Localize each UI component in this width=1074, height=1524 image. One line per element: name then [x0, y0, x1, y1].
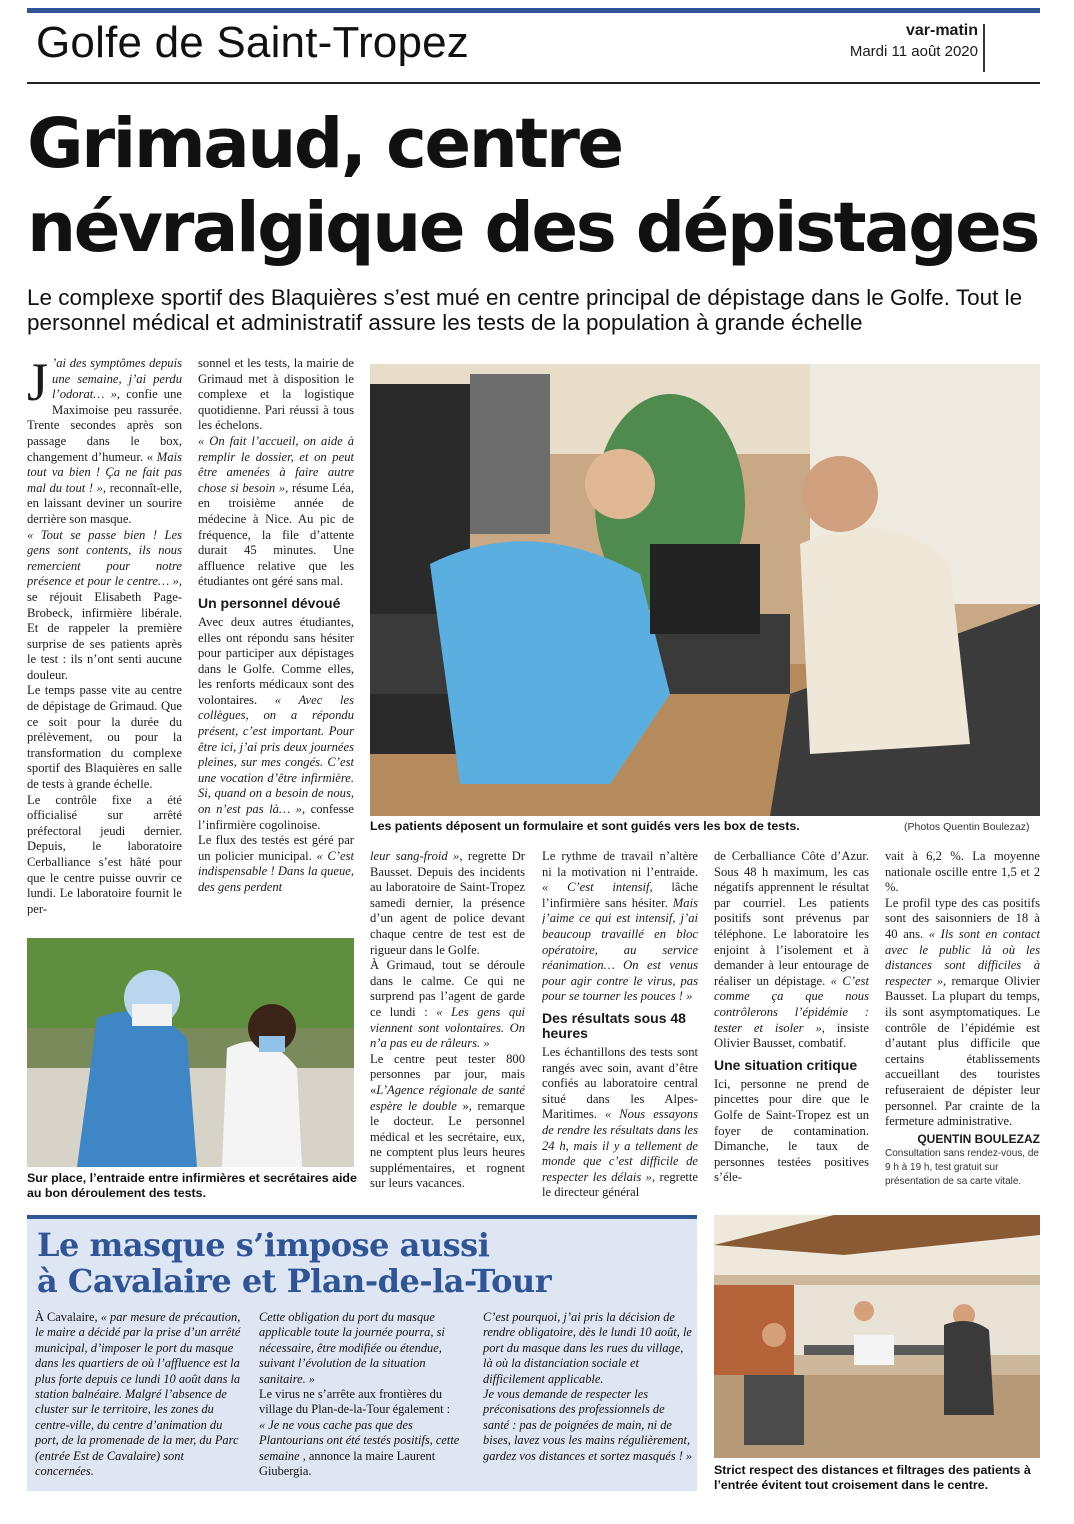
- headline: [27, 102, 1047, 270]
- headline-line-1: Grimaud, centre: [27, 104, 622, 184]
- article-column-6: [885, 849, 1040, 1209]
- publication-date: Mardi 11 août 2020: [849, 43, 978, 60]
- author-signature: QUENTIN BOULEZAZ: [917, 1131, 1040, 1146]
- paragraph: Je vous demande de respecter les préconisations des professionnels de santé : pas de poignées de main, ni de bises, lavez vous les mains régulièrement, gardez vos distances et sortez masqués ! »: [483, 1387, 693, 1463]
- subheading: Des résultats sous 48 heures: [542, 1009, 686, 1041]
- paragraph: Le contrôle fixe a été officialisé sur arrêté préfectoral jeudi dernier. Depuis, le laboratoire Cerballiance s’est hâté pour que le centre puisse ouvrir ce lundi. Le laboratoire fournit le per-: [27, 792, 182, 916]
- top-rule: [27, 8, 1040, 13]
- article-column-1: [27, 356, 182, 926]
- paragraph: J ’ai des symptômes depuis une semaine, j’ai perdu l’odorat… », confie une Maximoise peu rassurée. Trente secondes après son passage dans le box, changement d’humeur. « Mais tout va bien ! Ça ne fait pas mal du tout ! », reconnaît-elle, en laissant deviner un sourire derrière son masque.: [27, 356, 182, 526]
- main-photo: [370, 364, 1040, 816]
- paragraph: Avec deux autres étudiantes, elles ont répondu sans hésiter pour participer aux dépistages dans le Golfe. Comme elles, les renforts médicaux sont des volontaires. « Avec les collègues, on a répondu présent, c’est important. Pour être ici, j’ai pris deux journées pleines, sur mes congés. C’est une vocation d’être infirmière. Si, quand on a besoin de nous, on n’est pas là… », confesse l’infirmière cogolinoise.: [198, 614, 354, 832]
- article-column-3: [370, 849, 525, 1204]
- main-photo-caption: Les patients déposent un formulaire et sont guidés vers les box de tests.: [370, 819, 800, 833]
- paragraph: Ici, personne ne prend de pincettes pour dire que le Golfe de Saint-Tropez est un foyer de contamination. Dimanche, le taux de personnes testées positives s’éle-: [714, 1076, 869, 1185]
- box-title: [37, 1227, 677, 1299]
- practical-info: Consultation sans rendez-vous, de 9 h à 19 h, test gratuit sur présentation de sa carte vitale.: [885, 1148, 1039, 1188]
- paragraph: « Tout se passe bien ! Les gens sont contents, ils nous remercient pour notre présence et pour le centre… », se réjouit Elisabeth Page-Brobeck, infirmière libérale. Et de rappeler la première surprise de ses patients après le test : ils n’ont senti aucune douleur.: [27, 527, 182, 682]
- paragraph: de Cerballiance Côte d’Azur. Sous 48 h maximum, les cas négatifs apprennent le résultat par courriel. Les patients positifs sont prévenus par téléphone. Le laboratoire les enjoint à l’isolement et à demander à leur entourage de réaliser un dépistage. « C’est comme ça que nous contrôlerons l’épidémie : tester et isoler », insiste Olivier Bausset, combatif.: [714, 849, 869, 1051]
- paragraph: leur sang-froid », regrette Dr Bausset. Depuis des incidents au laboratoire de Saint-Tropez samedi dernier, la présence d’un agent de police devant chaque centre de test est de rigueur dans le Golfe.: [370, 849, 525, 957]
- left-photo: [27, 938, 354, 1167]
- subheading: Une situation critique: [714, 1056, 858, 1073]
- bottom-photo-caption: Strict respect des distances et filtrages des patients à l’entrée évitent tout croisement dans le centre.: [714, 1463, 1031, 1492]
- paragraph: Le rythme de travail n’altère ni la motivation ni l’entraide. « C’est intensif, lâche l’infirmière sans hésiter. Mais j’aime ce qui est intensif, j’ai beaucoup travaillé en bloc opératoire, au service réanimation… On est venus pour agir contre le virus, pas pour se tourner les pouces ! »: [542, 849, 698, 1004]
- paragraph: Le centre peut tester 800 personnes par jour, mais «L’Agence régionale de santé espère le double », remarque le docteur. Le personnel médical et les secrétaire, eux, ne comptent plus leurs heures supplémentaires, et rognent sur leurs vacances.: [370, 1051, 525, 1191]
- paragraph: Le profil type des cas positifs sont des saisonniers de 18 à 40 ans. « Ils sont en contact avec le public là où les distances sont difficiles à respecter », remarque Olivier Bausset. La plupart du temps, ils sont asymptomatiques. Le contrôle de l’épidémie est d’autant plus difficile que certains établissements accueillant des touristes refuseraient de dépister leur personnel. Par crainte de la fermeture administrative.: [885, 895, 1040, 1129]
- article-column-5: [714, 849, 869, 1204]
- paragraph: Le flux des testés est géré par un policier municipal. « C’est indispensable ! Dans la queue, des gens perdent: [198, 833, 354, 894]
- header-rule: [27, 82, 1040, 84]
- subheading: Un personnel dévoué: [198, 594, 341, 611]
- publication-name: var-matin: [905, 22, 978, 39]
- paragraph: vait à 6,2 %. La moyenne nationale oscille entre 1,5 et 2 %.: [885, 849, 1040, 895]
- drop-cap: J: [27, 356, 49, 412]
- bottom-photo: [714, 1215, 1040, 1458]
- article-column-4: [542, 849, 698, 1204]
- box-column-1: [35, 1310, 245, 1479]
- headline-line-2: névralgique des dépistages: [27, 188, 1038, 268]
- paragraph: sonnel et les tests, la mairie de Grimaud met à disposition le complexe et la logistique quotidienne. Pari réussi à tous les échelons.: [198, 356, 354, 433]
- paragraph: À Grimaud, tout se déroule dans le calme. Ce qui ne surprend pas l’agent de garde ce lundi : « Les gens qui viennent sont volontaires. On n’a pas eu de râleurs. »: [370, 958, 525, 1051]
- box-column-3: [483, 1310, 693, 1464]
- header-divider: [983, 24, 985, 72]
- paragraph: Le virus ne s’arrête aux frontières du village du Plan-de-la-Tour également :: [259, 1387, 451, 1417]
- section-title: Golfe de Saint-Tropez: [36, 18, 470, 67]
- paragraph: C’est pourquoi, j’ai pris la décision de rendre obligatoire, dès le lundi 10 août, le port du masque dans les rues du village, là où la distanciation sociale et difficilement applicable.: [483, 1310, 692, 1386]
- paragraph: « Je ne vous cache pas que des Plantourians ont été testés positifs, cette semaine , annonce la maire Laurent Giubergia.: [259, 1417, 460, 1479]
- paragraph: « On fait l’accueil, on aide à remplir le dossier, et on peut être amenées à faire autre chose si besoin », résume Léa, en troisième année de médecine à Nice. Au pic de fréquence, la file d’attente durait 45 minutes. Une affluence relative que les étudiantes ont géré sans mal.: [198, 433, 354, 589]
- left-photo-caption: Sur place, l’entraide entre infirmières et secrétaires aide au bon déroulement des tests.: [27, 1171, 357, 1200]
- box-title-line-2: à Cavalaire et Plan-de-la-Tour: [37, 1262, 552, 1300]
- paragraph: Cette obligation du port du masque applicable toute la journée pourra, si nécessaire, être modifiée ou étendue, suivant l’évolution de la situation sanitaire. »: [259, 1310, 445, 1386]
- photo-credit: (Photos Quentin Boulezaz): [904, 821, 1030, 833]
- article-column-2: [198, 356, 354, 926]
- box-column-2: [259, 1310, 469, 1479]
- paragraph: Les échantillons des tests sont rangés avec soin, avant d’être confiés au laboratoire central situé dans les Alpes-Maritimes. « Nous essayons de rendre les résultats dans les 24 h, mais il y a tellement de monde que c’est difficile de respecter les délais », regrette le directeur général: [542, 1044, 698, 1200]
- paragraph: À Cavalaire, « par mesure de précaution, le maire a décidé par la prise d’un arrêté municipal, d’imposer le port du masque dans les quartiers de où l’affluence est la plus forte depuis ce lundi 10 août dans la station balnéaire. Malgré l’absence de cluster sur le territoire, les zones du centre-ville, du centre d’animation du port, de la promenade de la mer, du Parc (entrée Est de Cavalaire) sont concernées.: [35, 1310, 241, 1479]
- lead-paragraph: Le complexe sportif des Blaquières s’est mué en centre principal de dépistage dans le Golfe. Tout le personnel médical et administratif assure les tests de la population à grande échelle: [27, 285, 1023, 335]
- paragraph: Le temps passe vite au centre de dépistage de Grimaud. Que ce soit pour la durée du prélèvement, ou pour la transformation du complexe sportif des Blaquières en salle de tests à grande échelle.: [27, 683, 182, 792]
- box-title-line-1: Le masque s’impose aussi: [37, 1226, 490, 1264]
